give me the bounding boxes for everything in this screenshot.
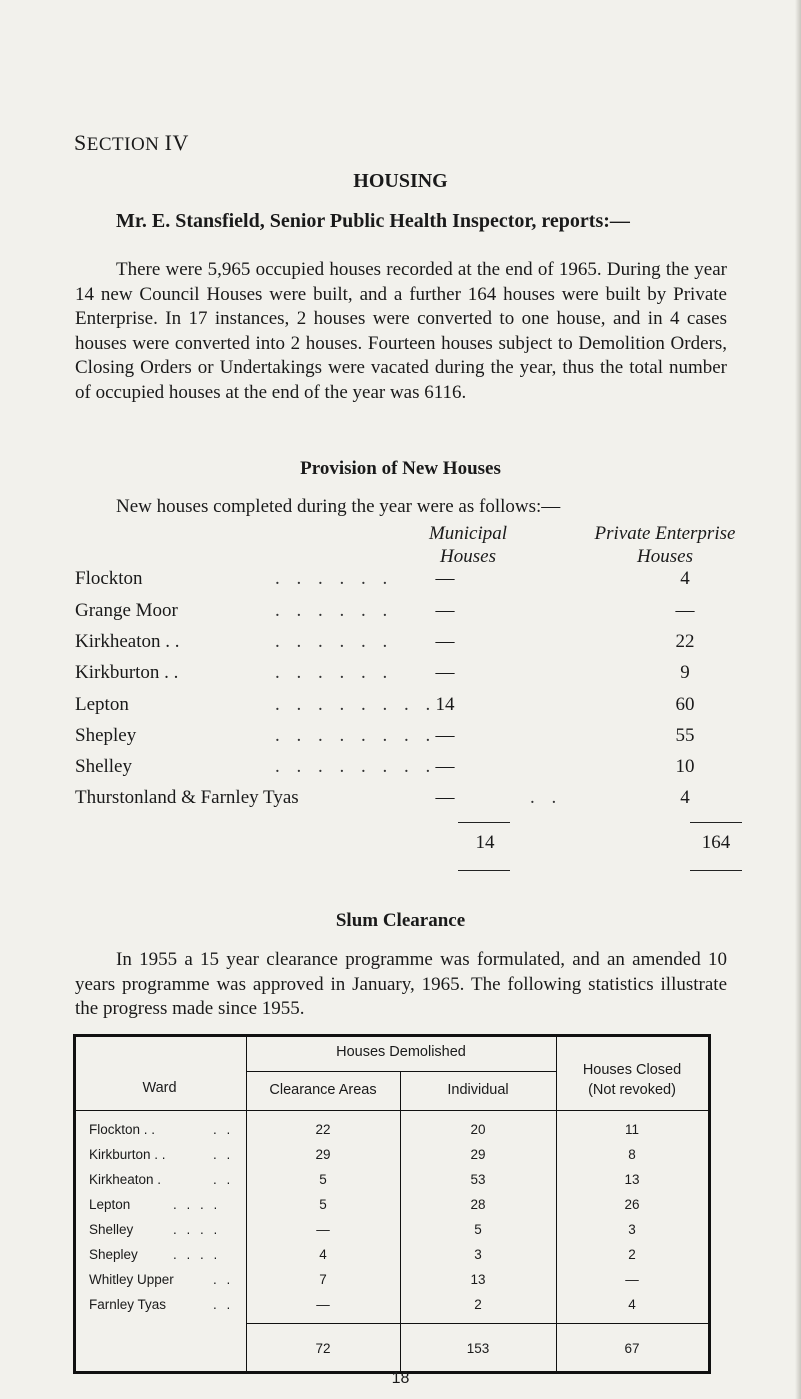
table-row-dots: . .	[213, 1122, 234, 1137]
table-cell-clearance: 29	[315, 1147, 331, 1162]
table-cell-clearance: —	[316, 1297, 330, 1312]
table-cell-clearance: 7	[319, 1272, 327, 1287]
table-row-ward: Farnley Tyas	[89, 1297, 167, 1312]
page-title: HOUSING	[353, 170, 448, 192]
table-row-dots: . . . .	[173, 1222, 221, 1237]
table-cell-individual: 29	[470, 1147, 486, 1162]
table-cell-closed: 8	[628, 1147, 636, 1162]
table-cell-individual: 28	[470, 1197, 486, 1212]
total-private: 164	[701, 832, 731, 853]
list-item: Thurstonland & Farnley Tyas . . — 4	[75, 787, 690, 808]
slum-heading: Slum Clearance	[335, 910, 466, 931]
table-row-ward: Shepley	[89, 1247, 138, 1262]
table-border-right	[708, 1034, 711, 1374]
header-houses-closed: Houses Closed (Not revoked)	[582, 1062, 682, 1098]
table-cell-closed: 4	[628, 1297, 636, 1312]
header-houses-demolished: Houses Demolished	[336, 1044, 466, 1060]
table-total-clearance: 72	[315, 1341, 331, 1356]
table-row-ward: Kirkheaton .	[89, 1172, 162, 1187]
page-number: 18	[391, 1370, 410, 1387]
table-row-ward: Lepton	[89, 1197, 131, 1212]
table-cell-clearance: —	[316, 1222, 330, 1237]
provision-heading: Provision of New Houses	[300, 458, 501, 479]
private-column-header: Private Enterprise Houses	[594, 523, 736, 567]
table-total-individual: 153	[466, 1341, 490, 1356]
table-cell-clearance: 5	[319, 1197, 327, 1212]
list-item: Kirkheaton . . . . . . . . — 22	[75, 631, 695, 652]
total-divider	[246, 1323, 708, 1324]
list-item: Grange Moor . . . . . . — —	[75, 600, 695, 621]
table-cell-closed: 13	[624, 1172, 640, 1187]
total-municipal: 14	[475, 832, 495, 853]
table-total-closed: 67	[624, 1341, 640, 1356]
intro-paragraph: There were 5,965 occupied houses recorded at the end of 1965. During the year 14 new Council Houses were built, and a further 164 houses were built by Private Enterprise. In 17 instances, 2 houses were converted to one house, and in 4 cases houses were converted into 2 houses. Fourteen houses subject to Demolition Orders, Closing Orders or Undertakings were vacated during the year, thus the total number of occupied houses at the end of the year was 6116.	[75, 259, 727, 403]
table-cell-individual: 20	[470, 1122, 486, 1137]
table-cell-clearance: 5	[319, 1172, 327, 1187]
total-underline-private	[690, 870, 742, 871]
table-cell-individual: 53	[470, 1172, 486, 1187]
table-row-ward: Shelley	[89, 1222, 134, 1237]
total-rule-private	[690, 822, 742, 823]
table-cell-individual: 3	[474, 1247, 482, 1262]
table-row-dots: . .	[213, 1272, 234, 1287]
slum-clearance-table	[73, 1034, 711, 1374]
table-border-top	[73, 1034, 711, 1037]
slum-paragraph: In 1955 a 15 year clearance programme was formulated, and an amended 10 years programme was approved in January, 1965. The following statistics illustrate the progress made since 1955.	[75, 949, 727, 1019]
header-divider	[246, 1071, 556, 1072]
header-ward: Ward	[142, 1080, 177, 1096]
table-cell-closed: 2	[628, 1247, 636, 1262]
section-heading: SECTION IV	[74, 130, 189, 155]
table-cell-clearance: 4	[319, 1247, 327, 1262]
list-item: Lepton . . . . . . . . 14 60	[75, 694, 695, 715]
table-row-ward: Flockton . .	[89, 1122, 156, 1137]
table-cell-individual: 13	[470, 1272, 486, 1287]
table-row-dots: . . . .	[173, 1247, 221, 1262]
list-item: Flockton . . . . . . — 4	[75, 568, 690, 589]
header-clearance-areas: Clearance Areas	[269, 1082, 377, 1098]
table-cell-closed: 3	[628, 1222, 636, 1237]
table-row-ward: Whitley Upper	[89, 1272, 174, 1287]
table-row-dots: . .	[213, 1297, 234, 1312]
provision-intro: New houses completed during the year were as follows:—	[116, 496, 561, 517]
table-row-dots: . .	[213, 1147, 234, 1162]
list-item: Shelley . . . . . . . . — 10	[75, 756, 695, 777]
list-item: Kirkburton . . . . . . . . — 9	[75, 662, 690, 683]
total-rule-municipal	[458, 822, 510, 823]
header-individual: Individual	[447, 1082, 509, 1098]
table-row-dots: . . . .	[173, 1197, 221, 1212]
list-item: Shepley . . . . . . . . — 55	[75, 725, 695, 746]
table-cell-individual: 2	[474, 1297, 482, 1312]
table-cell-closed: —	[625, 1272, 639, 1287]
table-cell-clearance: 22	[315, 1122, 331, 1137]
total-underline-municipal	[458, 870, 510, 871]
table-cell-closed: 11	[624, 1122, 639, 1137]
page-edge-shadow	[795, 0, 801, 1399]
header-divider	[73, 1110, 708, 1111]
table-cell-individual: 5	[474, 1222, 482, 1237]
reporter-line: Mr. E. Stansfield, Senior Public Health Inspector, reports:—	[116, 210, 630, 232]
table-row-ward: Kirkburton . .	[89, 1147, 166, 1162]
table-cell-closed: 26	[624, 1197, 640, 1212]
municipal-column-header: Municipal Houses	[428, 523, 508, 567]
table-row-dots: . .	[213, 1172, 234, 1187]
